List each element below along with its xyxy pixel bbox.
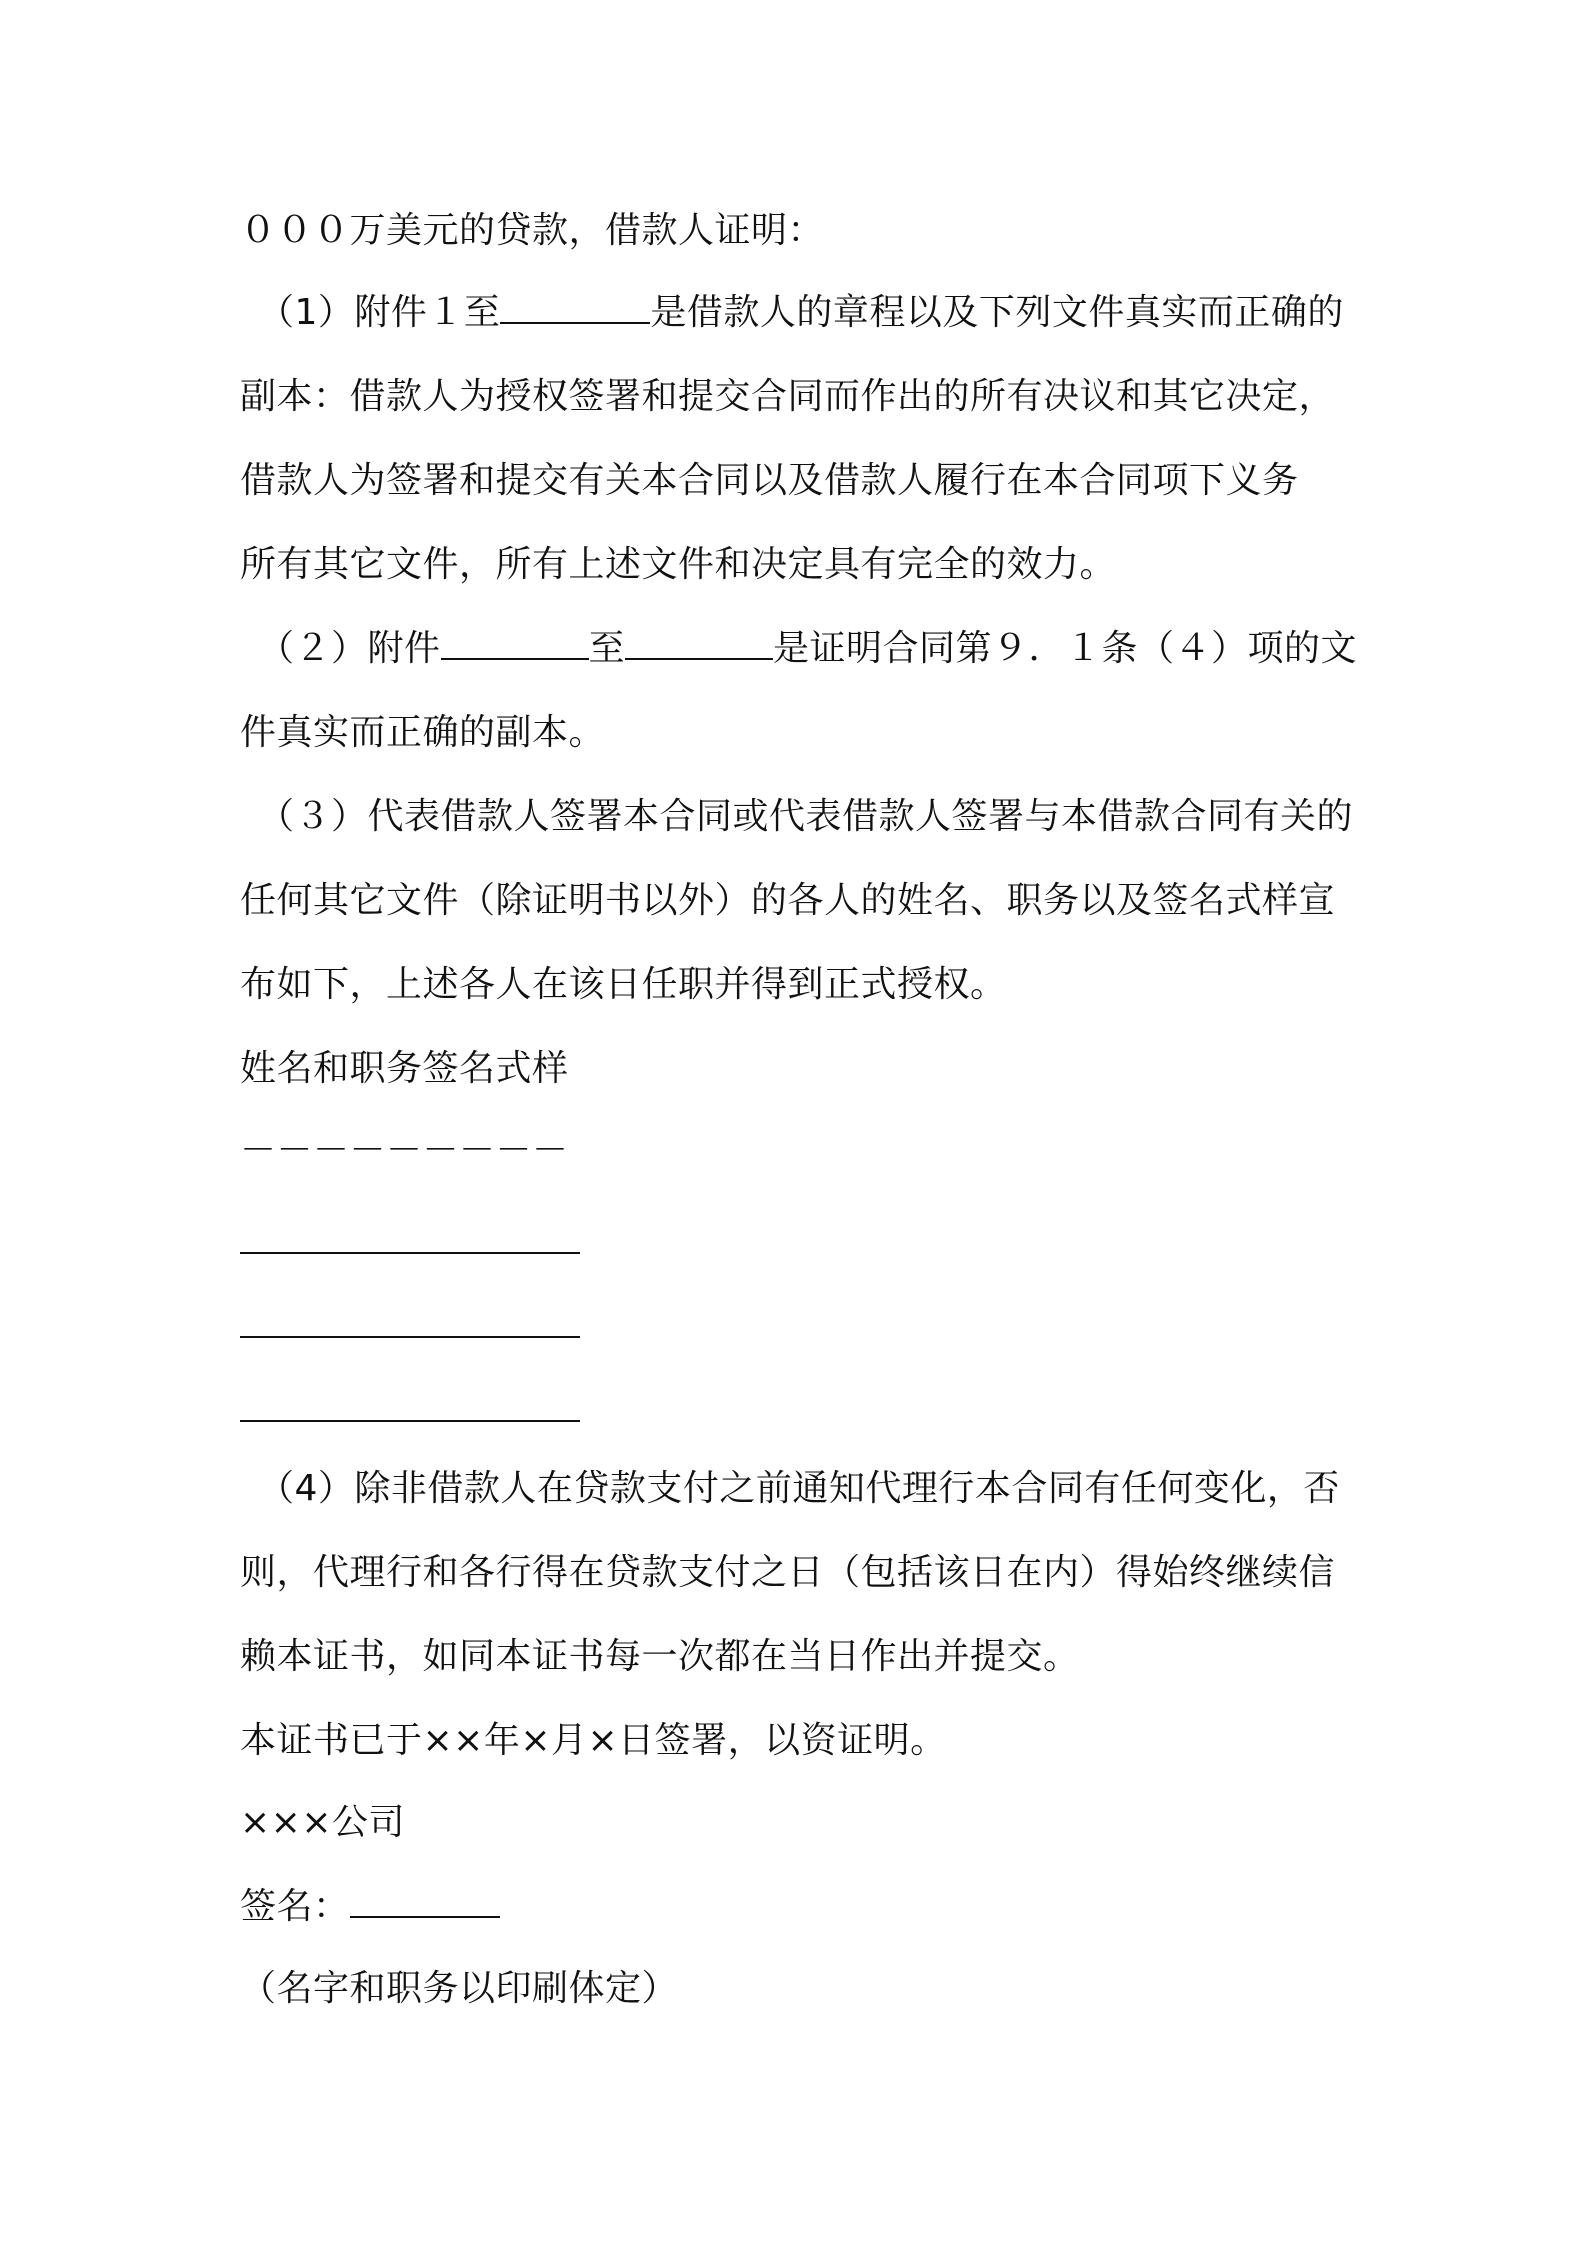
blank-field xyxy=(625,628,773,660)
date-statement: 本证书已于××年×月×日签署，以资证明。 xyxy=(240,1720,947,1761)
item2-mid: 至 xyxy=(588,628,626,669)
item1-line3: 借款人为签署和提交有关本合同以及借款人履行在本合同项下义务 xyxy=(240,460,1299,501)
item2-line2: 件真实而正确的副本。 xyxy=(240,712,606,753)
item2-post: 是证明合同第９．１条（４）项的文 xyxy=(773,628,1358,669)
company-name: ×××公司 xyxy=(240,1802,405,1843)
item3-line1: （３）代表借款人签署本合同或代表借款人签署与本借款合同有关的 xyxy=(258,796,1354,837)
item1-line1 xyxy=(258,290,1344,336)
item3-line3: 布如下，上述各人在该日任职并得到正式授权。 xyxy=(240,964,1007,1005)
item3-line2: 任何其它文件（除证明书以外）的各人的姓名、职务以及签名式样宣 xyxy=(240,880,1336,921)
intro-line: ０００万美元的贷款，借款人证明： xyxy=(240,210,825,251)
blank-field xyxy=(441,628,589,660)
signature-table-header: 姓名和职务签名式样 xyxy=(240,1048,569,1089)
item4-line3: 赖本证书，如同本证书每一次都在当日作出并提交。 xyxy=(240,1636,1080,1677)
signature-blank xyxy=(350,1886,500,1918)
signature-table-dashes: －－－－－－－－－ xyxy=(240,1130,569,1171)
item2-pre: （２）附件 xyxy=(258,628,441,669)
item1-pre: （1）附件１至 xyxy=(258,292,501,333)
signature-label: 签名： xyxy=(240,1886,350,1927)
name-note: （名字和职务以印刷体定） xyxy=(240,1968,679,2009)
item2-line1 xyxy=(258,626,1357,672)
signature-blank-line xyxy=(240,1336,580,1338)
item1-post: 是借款人的章程以及下列文件真实而正确的 xyxy=(650,292,1344,333)
signature-blank-line xyxy=(240,1252,580,1254)
item1-line4: 所有其它文件，所有上述文件和决定具有完全的效力。 xyxy=(240,544,1117,585)
signature-blank-line xyxy=(240,1420,580,1422)
item4-line2: 则，代理行和各行得在贷款支付之日（包括该日在内）得始终继续信 xyxy=(240,1552,1336,1593)
blank-field xyxy=(500,292,650,324)
signature-line xyxy=(240,1884,500,1930)
item1-line2: 副本：借款人为授权签署和提交合同而作出的所有决议和其它决定， xyxy=(240,376,1336,417)
item4-line1: （4）除非借款人在贷款支付之前通知代理行本合同有任何变化，否 xyxy=(258,1468,1340,1509)
